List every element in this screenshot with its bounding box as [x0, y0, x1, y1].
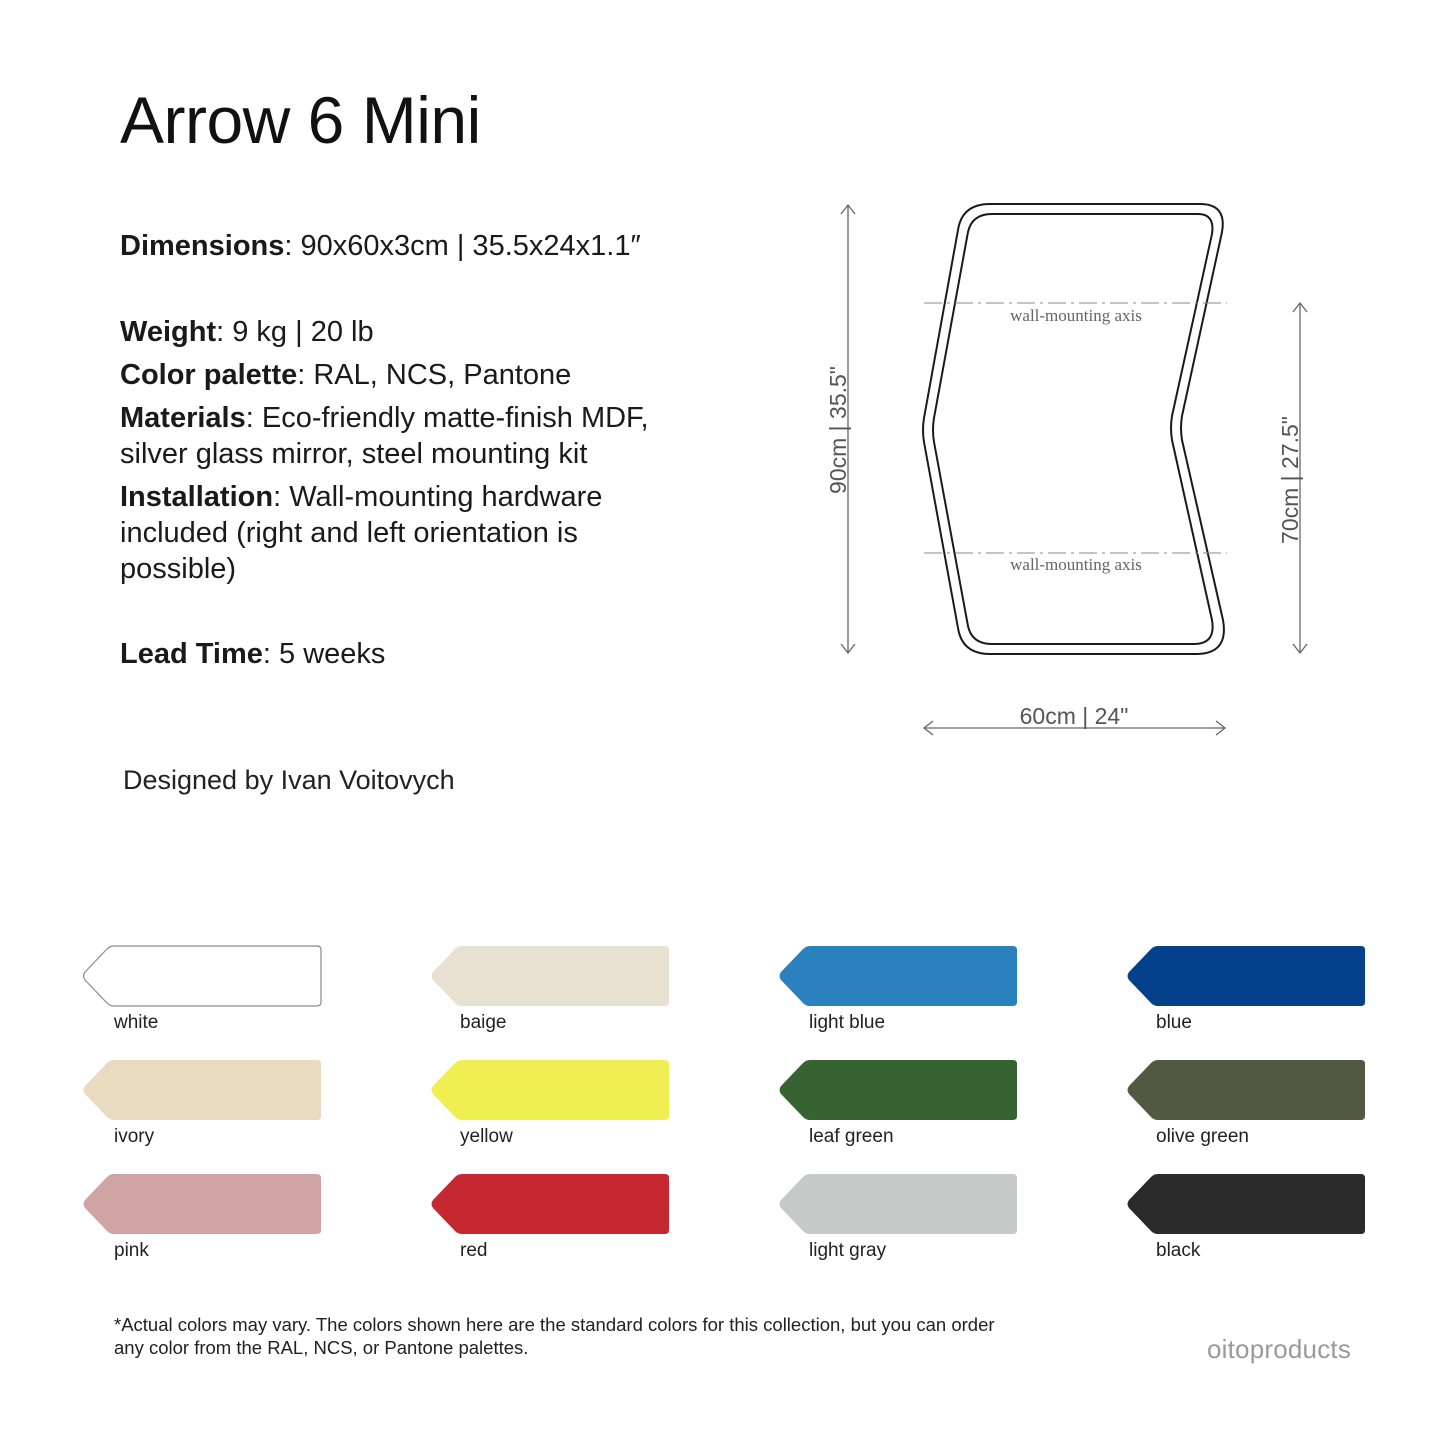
spec-value: : 5 weeks — [262, 638, 386, 670]
axis-span-label: 70cm | 27.5" — [1277, 416, 1303, 544]
swatch-label: blue — [1156, 1012, 1192, 1033]
spec-label: Weight — [120, 316, 217, 348]
swatch-arrow-shape — [82, 1173, 322, 1237]
color-swatch — [778, 945, 1018, 1009]
color-swatch — [82, 945, 322, 1009]
swatch-arrow-shape — [778, 1059, 1018, 1123]
swatch-arrow-shape — [82, 1059, 322, 1123]
spec-value: : Eco-friendly matte-finish MDF, silver glass mirror, steel mounting kit — [120, 402, 649, 470]
color-swatch — [1126, 1173, 1366, 1237]
swatch-arrow-shape — [82, 945, 322, 1009]
swatch-label: white — [114, 1012, 159, 1033]
swatch-label: red — [460, 1240, 488, 1261]
color-swatch — [1126, 1059, 1366, 1123]
spec-label: Color palette — [120, 359, 298, 391]
swatch-label: pink — [114, 1240, 149, 1261]
swatch-label: olive green — [1156, 1126, 1249, 1147]
swatch-arrow-shape — [778, 945, 1018, 1009]
swatch-arrow-shape — [430, 945, 670, 1009]
swatch-label: black — [1156, 1240, 1201, 1261]
designer-credit: Designed by Ivan Voitovych — [123, 765, 455, 795]
mirror-outline-outer — [923, 204, 1224, 654]
spec-label: Materials — [120, 402, 246, 434]
spec-label: Dimensions — [120, 230, 285, 262]
swatch-arrow-shape — [778, 1173, 1018, 1237]
color-swatch — [82, 1059, 322, 1123]
spec-value: : 90x60x3cm | 35.5x24x1.1″ — [284, 230, 641, 262]
swatch-arrow-shape — [1126, 945, 1366, 1009]
color-swatch — [430, 945, 670, 1009]
spec-value: : RAL, NCS, Pantone — [297, 359, 572, 391]
color-swatch — [1126, 945, 1366, 1009]
color-swatch — [778, 1059, 1018, 1123]
color-swatch — [82, 1173, 322, 1237]
color-swatch — [430, 1059, 670, 1123]
product-title: Arrow 6 Mini — [120, 83, 481, 157]
mirror-outline-inner — [933, 214, 1213, 644]
height-label: 90cm | 35.5" — [825, 366, 851, 494]
swatch-label: baige — [460, 1012, 507, 1033]
spec-value: : Wall-mounting hardware included (right and left orientation is possible) — [120, 481, 603, 585]
swatch-arrow-shape — [1126, 1173, 1366, 1237]
color-disclaimer: *Actual colors may vary. The colors shown here are the standard colors for this collection, but you can order any color from the RAL, NCS, or Pantone palettes. — [114, 1314, 995, 1358]
spec-label: Installation — [120, 481, 274, 513]
axis-label-top: wall-mounting axis — [1010, 306, 1142, 325]
swatch-arrow-shape — [430, 1173, 670, 1237]
swatch-arrow-shape — [1126, 1059, 1366, 1123]
brand-logo-text: oitoproducts — [1207, 1334, 1352, 1364]
spec-label: Lead Time — [120, 638, 263, 670]
swatch-label: leaf green — [809, 1126, 894, 1147]
swatch-label: ivory — [114, 1126, 155, 1147]
swatch-label: light gray — [809, 1240, 887, 1261]
axis-label-bottom: wall-mounting axis — [1010, 555, 1142, 574]
color-swatch — [430, 1173, 670, 1237]
width-label: 60cm | 24" — [1019, 703, 1129, 729]
color-swatch — [778, 1173, 1018, 1237]
swatch-label: light blue — [809, 1012, 886, 1033]
swatch-arrow-shape — [430, 1059, 670, 1123]
swatch-label: yellow — [460, 1126, 513, 1147]
spec-value: : 9 kg | 20 lb — [216, 316, 374, 348]
